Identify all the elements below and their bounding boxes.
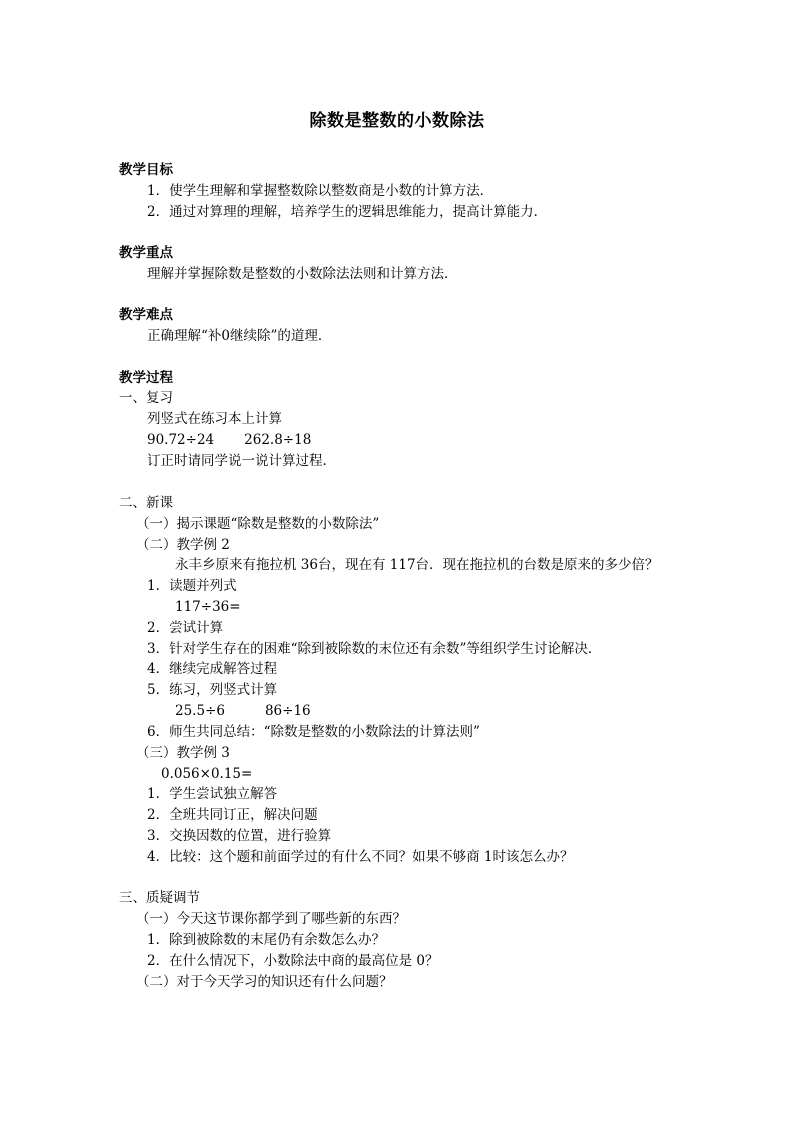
review-calculations <box>147 431 311 449</box>
review-line: 订正时请同学说一说计算过程． <box>147 453 336 469</box>
new-lesson-part: （三）教学例 3 <box>136 745 230 761</box>
example-text: 永丰乡原来有拖拉机 36台，现在有 117台．现在拖拉机的台数是原来的多少倍？ <box>175 557 659 573</box>
objective-item: 1．使学生理解和掌握整数除以整数商是小数的计算方法． <box>147 183 494 199</box>
key-points-text: 理解并掌握除数是整数的小数除法法则和计算方法． <box>147 266 458 282</box>
qa-heading: 三、质疑调节 <box>119 890 200 906</box>
expression: 0.056×0.15= <box>161 766 253 782</box>
new-lesson-heading: 二、新课 <box>119 495 173 511</box>
review-calc: 262.8÷18 <box>244 432 312 448</box>
step-item: 4．继续完成解答过程 <box>147 661 278 677</box>
objective-item: 2．通过对算理的理解，培养学生的逻辑思维能力，提高计算能力． <box>147 204 548 220</box>
process-heading: 教学过程 <box>119 370 173 386</box>
key-points-heading: 教学重点 <box>119 245 173 261</box>
practice-calc: 86÷16 <box>264 703 311 719</box>
step-item: 1．学生尝试独立解答 <box>147 786 278 802</box>
step-item: 2．尝试计算 <box>147 620 224 636</box>
practice-calc: 25.5÷6 <box>175 703 225 719</box>
review-heading: 一、复习 <box>119 390 173 406</box>
qa-part: （二）对于今天学习的知识还有什么问题？ <box>136 974 393 990</box>
step-item: 4．比较：这个题和前面学过的有什么不同？如果不够商 1时该怎么办？ <box>147 849 574 865</box>
qa-question: 2．在什么情况下，小数除法中商的最高位是 0？ <box>147 953 439 969</box>
review-line: 列竖式在练习本上计算 <box>147 411 282 427</box>
step-item: 6．师生共同总结：“除数是整数的小数除法的计算法则” <box>147 724 480 740</box>
practice-calculations <box>175 702 311 720</box>
expression: 117÷36= <box>175 599 241 615</box>
step-item: 5．练习，列竖式计算 <box>147 682 278 698</box>
difficulties-heading: 教学难点 <box>119 307 173 323</box>
step-item: 2．全班共同订正，解决问题 <box>147 807 318 823</box>
objectives-heading: 教学目标 <box>119 162 173 178</box>
review-calc: 90.72÷24 <box>147 432 215 448</box>
page-title: 除数是整数的小数除法 <box>309 111 485 131</box>
new-lesson-part: （一）揭示课题“除数是整数的小数除法” <box>136 516 380 532</box>
step-item: 3．针对学生存在的困难“除到被除数的末位还有余数”等组织学生讨论解决． <box>147 641 602 657</box>
qa-part: （一）今天这节课你都学到了哪些新的东西？ <box>136 911 406 927</box>
difficulties-text: 正确理解“补0继续除”的道理． <box>147 328 332 344</box>
step-item: 3．交换因数的位置，进行验算 <box>147 828 332 844</box>
step-item: 1．读题并列式 <box>147 578 237 594</box>
new-lesson-part: （二）教学例 2 <box>136 537 230 553</box>
qa-question: 1．除到被除数的末尾仍有余数怎么办？ <box>147 932 386 948</box>
